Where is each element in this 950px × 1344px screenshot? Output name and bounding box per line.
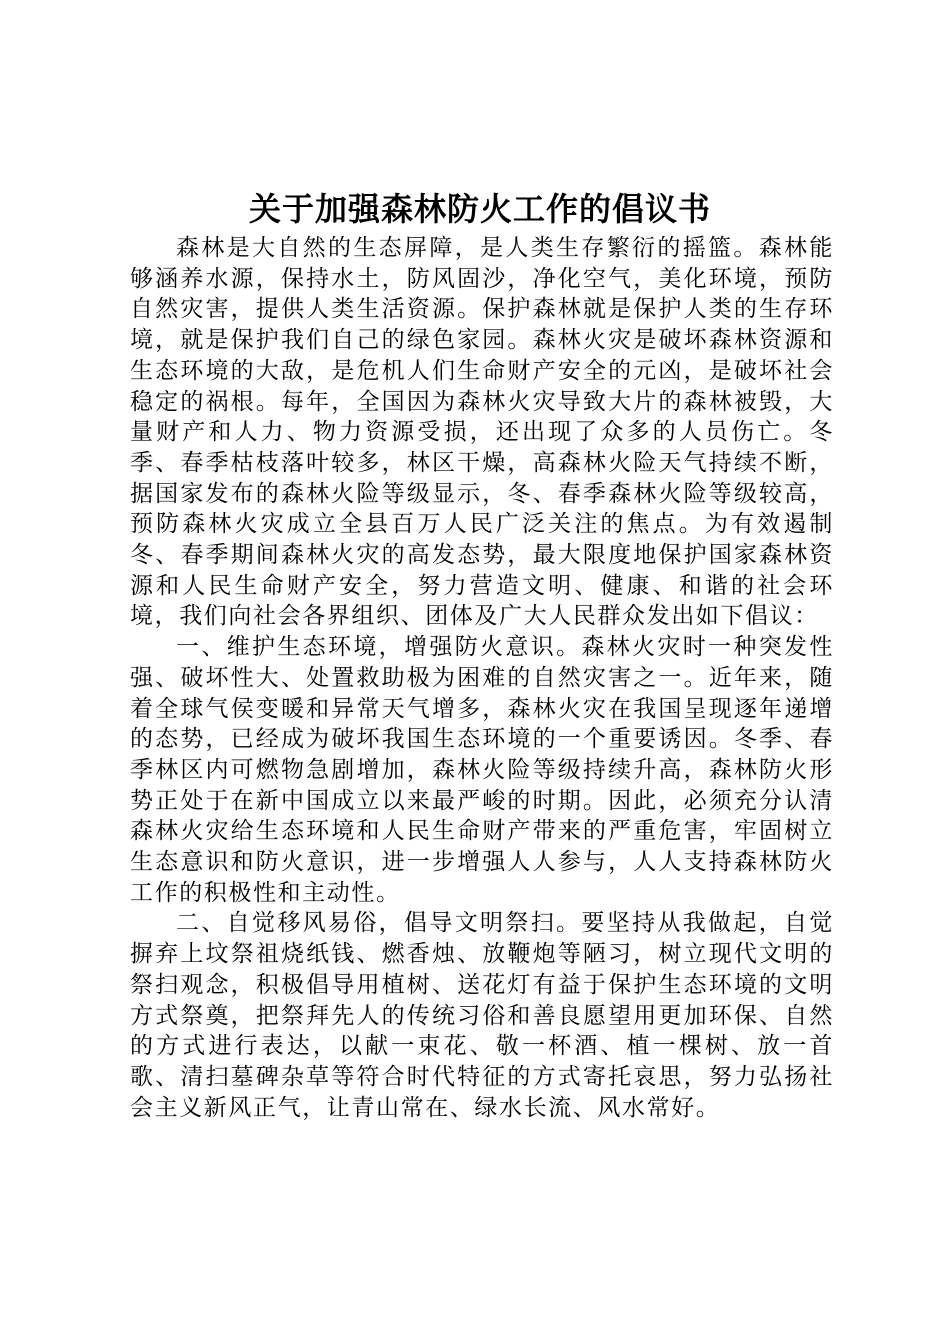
paragraph-item-1: 一、维护生态环境，增强防火意识。森林火灾时一种突发性强、破坏性大、处置救助极为困难的自然灾害之一。近年来，随着全球气侯变暖和异常天气增多，森林火灾在我国呈现逐年递增的态势，已经成为破坏我国生态环境的一个重要诱因。冬季、春季林区内可燃物急剧增加，森林火险等级持续升高，森林防火形势正处于在新中国成立以来最严峻的时期。因此，必须充分认清森林火灾给生态环境和人民生命财产带来的严重危害，牢固树立生态意识和防火意识，进一步增强人人参与，人人支持森林防火工作的积极性和主动性。 xyxy=(130,634,834,906)
document-title: 关于加强森林防火工作的倡议书 xyxy=(248,190,711,228)
paragraph-item-2: 二、自觉移风易俗，倡导文明祭扫。要坚持从我做起，自觉摒弃上坟祭祖烧纸钱、燃香烛、放鞭炮等陋习，树立现代文明的祭扫观念，积极倡导用植树、送花灯有益于保护生态环境的文明方式祭奠，把祭拜先人的传统习俗和善良愿望用更加环保、自然的方式进行表达，以献一束花、敬一杯酒、植一棵树、放一首歌、清扫墓碑杂草等符合时代特征的方式寄托哀思，努力弘扬社会主义新风正气，让青山常在、绿水长流、风水常好。 xyxy=(130,910,834,1121)
paragraph-intro: 森林是大自然的生态屏障，是人类生存繁衍的摇篮。森林能够涵养水源，保持水土，防风固沙，净化空气，美化环境，预防自然灾害，提供人类生活资源。保护森林就是保护人类的生存环境，就是保护我们自己的绿色家园。森林火灾是破坏森林资源和生态环境的大敌，是危机人们生命财产安全的元凶，是破坏社会稳定的祸根。每年，全国因为森林火灾导致大片的森林被毁，大量财产和人力、物力资源受损，还出现了众多的人员伤亡。冬季、春季枯枝落叶较多，林区干燥，高森林火险天气持续不断，据国家发布的森林火险等级显示，冬、春季森林火险等级较高，预防森林火灾成立全县百万人民广泛关注的焦点。为有效遏制冬、春季期间森林火灾的高发态势，最大限度地保护国家森林资源和人民生命财产安全，努力营造文明、健康、和谐的社会环境，我们向社会各界组织、团体及广大人民群众发出如下倡议： xyxy=(130,235,834,630)
document-body xyxy=(130,233,834,1123)
